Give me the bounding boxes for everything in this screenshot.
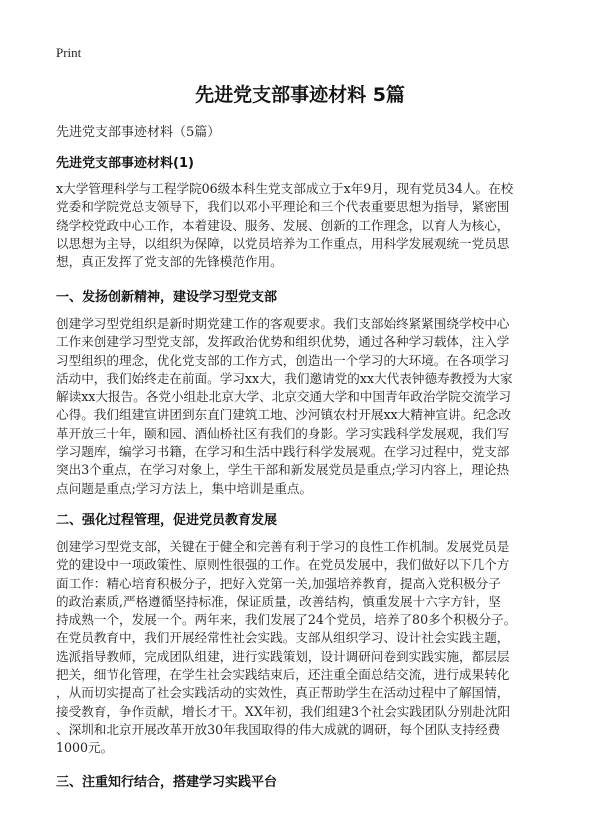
paragraph-line: 选派指导教师，完成团队组建，进行实践策划，设计调研问卷到实践实施，都层层 bbox=[56, 648, 510, 664]
paragraph-line: 、深圳和北京开展改革开放30年我国取得的伟大成就的调研，每个团队支持经费 bbox=[56, 721, 501, 737]
paragraph-line: 创建学习型党组织是新时期党建工作的客观要求。我们支部始终紧紧围绕学校中心 bbox=[56, 316, 510, 331]
heading-3: 三、注重知行结合，搭建学习实践平台 bbox=[56, 775, 278, 790]
paragraph-line: 党委和学院党总支领导下，我们以邓小平理论和三个代表重要思想为指导，紧密围 bbox=[56, 199, 510, 215]
paragraph-2 bbox=[56, 538, 554, 758]
intro-paragraph bbox=[56, 180, 554, 271]
paragraph-line: 突出3个重点，在学习对象上，学生干部和新发展党员是重点;学习内容上，理论热 bbox=[56, 462, 510, 478]
paragraph-line: 以思想为主导，以组织为保障，以党员培养为工作重点，用科学发展观统一党员思 bbox=[56, 235, 510, 251]
paragraph-line: 1000元。 bbox=[56, 740, 114, 756]
paragraph-line: 把关，细节化管理，在学生社会实践结束后，还注重全面总结交流，进行成果转化 bbox=[56, 667, 510, 683]
paragraph-line: x大学管理科学与工程学院06级本科生党支部成立于x年9月，现有党员34人。在校 bbox=[56, 181, 514, 196]
paragraph-line: 创建学习型党支部，关键在于健全和完善有利于学习的良性工作机制。发展党员是 bbox=[56, 539, 510, 554]
paragraph-line: 党的建设中一项政策性、原则性很强的工作。在党员发展中，我们做好以下几个方 bbox=[56, 557, 510, 573]
heading-2: 二、强化过程管理，促进党员教育发展 bbox=[56, 513, 278, 528]
paragraph-line: 工作来创建学习型党支部，发挥政治优势和组织优势，通过各种学习载体，注入学 bbox=[56, 334, 510, 350]
paragraph-1 bbox=[56, 315, 554, 498]
paragraph-line: 的政治素质,严格遵循坚持标准，保证质量，改善结构，慎重发展十六字方针，坚 bbox=[56, 593, 501, 609]
document-subtitle: 先进党支部事迹材料（5篇） bbox=[56, 125, 221, 140]
paragraph-line: 解读xx大报告。各党小组赴北京大学、北京交通大学和中国青年政治学院交流学习 bbox=[56, 389, 511, 405]
paragraph-line: 活动中，我们始终走在前面。学习xx大，我们邀请党的xx大代表钟德寿教授为大家 bbox=[56, 370, 513, 386]
paragraph-line: 在党员教育中，我们开展经常性社会实践。支部从组织学习、设计社会实践主题， bbox=[56, 630, 510, 646]
section-title: 先进党支部事迹材料(1) bbox=[56, 156, 194, 171]
paragraph-line: 点问题是重点;学习方法上，集中培训是重点。 bbox=[56, 480, 313, 496]
paragraph-line: ，从而切实提高了社会实践活动的实效性，真正帮助学生在活动过程中了解国情， bbox=[56, 685, 510, 701]
paragraph-line: 学习题库，编学习书籍，在学习和生活中践行科学发展观。在学习过程中，党支部 bbox=[56, 444, 510, 460]
paragraph-line: 接受教育，争作贡献，增长才干。XX年初，我们组建3个社会实践团队分别赴沈阳 bbox=[56, 703, 511, 719]
paragraph-line: 心得。我们组建宣讲团到东直门建筑工地、沙河镇农村开展xx大精神宣讲。纪念改 bbox=[56, 407, 511, 423]
paragraph-line: 持成熟一个，发展一个。两年来，我们发展了24个党员，培养了80多个积极分子。 bbox=[56, 612, 517, 628]
heading-1: 一、发扬创新精神，建设学习型党支部 bbox=[56, 290, 278, 305]
paragraph-line: 想，真正发挥了党支部的先锋模范作用。 bbox=[56, 254, 283, 270]
paragraph-line: 习型组织的理念，优化党支部的工作方式，创造出一个学习的大环境。在各项学习 bbox=[56, 352, 510, 368]
paragraph-line: 革开放三十年，颐和园、酒仙桥社区有我们的身影。学习实践科学发展观，我们写 bbox=[56, 425, 510, 441]
paragraph-line: 面工作：精心培育积极分子，把好入党第一关,加强培养教育，提高入党积极分子 bbox=[56, 575, 501, 591]
paragraph-line: 绕学校党政中心工作，本着建设、服务、发展、创新的工作理念，以育人为核心， bbox=[56, 217, 510, 233]
print-link[interactable]: Print bbox=[56, 45, 82, 60]
page-title: 先进党支部事迹材料 5篇 bbox=[195, 84, 405, 106]
